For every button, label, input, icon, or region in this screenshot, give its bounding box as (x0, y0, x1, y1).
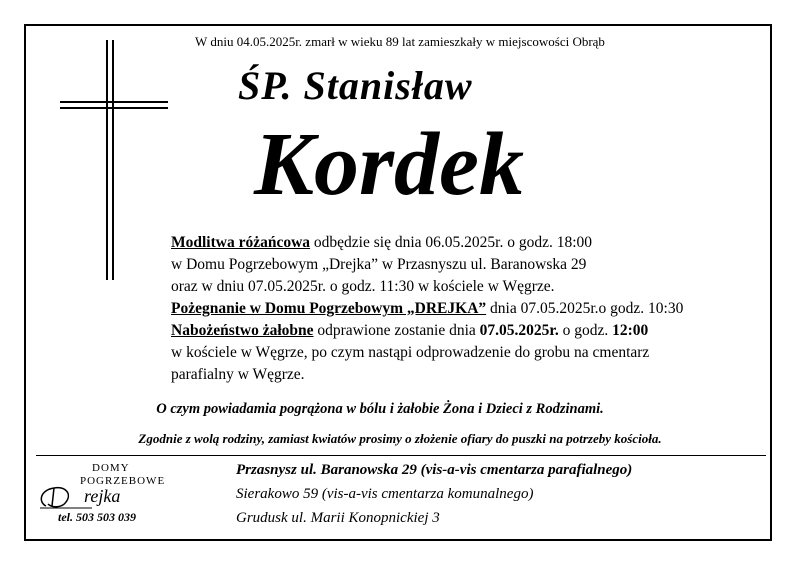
ceremony-line-7: parafialny w Węgrze. (171, 366, 305, 383)
phone-number: tel. 503 503 039 (58, 510, 136, 524)
deceased-surname: Kordek (254, 115, 524, 214)
address-sierakowo: Sierakowo 59 (vis-a-vis cmentarza komunalnego) (236, 486, 534, 502)
ceremony-line-1 (171, 232, 683, 254)
address-grudusk: Grudusk ul. Marii Konopnickiej 3 (236, 510, 440, 526)
logo-line-1: DOMY (92, 462, 130, 474)
logo-name: rejka (84, 486, 121, 506)
cross-icon-vertical-2 (112, 40, 114, 280)
rosary-text: odbędzie się dnia 06.05.2025r. o godz. 18:00 (310, 234, 593, 251)
ceremony-line-5 (171, 320, 683, 342)
ceremony-line-4 (171, 298, 683, 320)
service-text-b: o godz. (558, 322, 613, 339)
service-time: 12:00 (612, 322, 649, 339)
death-announcement-line: W dniu 04.05.2025r. zmarł w wieku 89 lat zamieszkały w miejscowości Obrąb (195, 34, 605, 49)
rosary-label: Modlitwa różańcowa (171, 234, 311, 251)
cross-icon-vertical-1 (106, 40, 108, 280)
deceased-first-name: ŚP. Stanisław (238, 63, 473, 108)
farewell-text: dnia 07.05.2025r.o godz. 10:30 (486, 300, 684, 317)
ceremony-line-6: w kościele w Węgrze, po czym nastąpi odprowadzenie do grobu na cmentarz (171, 344, 650, 361)
funeral-home-logo (36, 462, 186, 524)
family-wish-line: Zgodnie z wolą rodziny, zamiast kwiatów prosimy o złożenie ofiary do puszki na potrzeby kościoła. (138, 431, 662, 446)
logo-line-2: POGRZEBOWE (80, 475, 166, 487)
cross-icon-horizontal-2 (60, 107, 168, 109)
farewell-label: Pożegnanie w Domu Pogrzebowym „DREJKA” (171, 300, 487, 317)
ceremony-line-2: w Domu Pogrzebowym „Drejka” w Przasnyszu ul. Baranowska 29 (171, 256, 587, 273)
service-text-a: odprawione zostanie dnia (313, 322, 480, 339)
ceremony-line-3: oraz w dniu 07.05.2025r. o godz. 11:30 w kościele w Węgrze. (171, 278, 555, 295)
service-date: 07.05.2025r. (479, 322, 559, 339)
mourners-line: O czym powiadamia pogrążona w bólu i żałobie Żona i Dzieci z Rodzinami. (156, 401, 604, 417)
cross-icon-horizontal-1 (60, 101, 168, 103)
service-label: Nabożeństwo żałobne (171, 322, 314, 339)
address-przasnysz: Przasnysz ul. Baranowska 29 (vis-a-vis cmentarza parafialnego) (236, 462, 633, 478)
ceremony-details (171, 232, 683, 386)
footer-divider (36, 455, 766, 456)
